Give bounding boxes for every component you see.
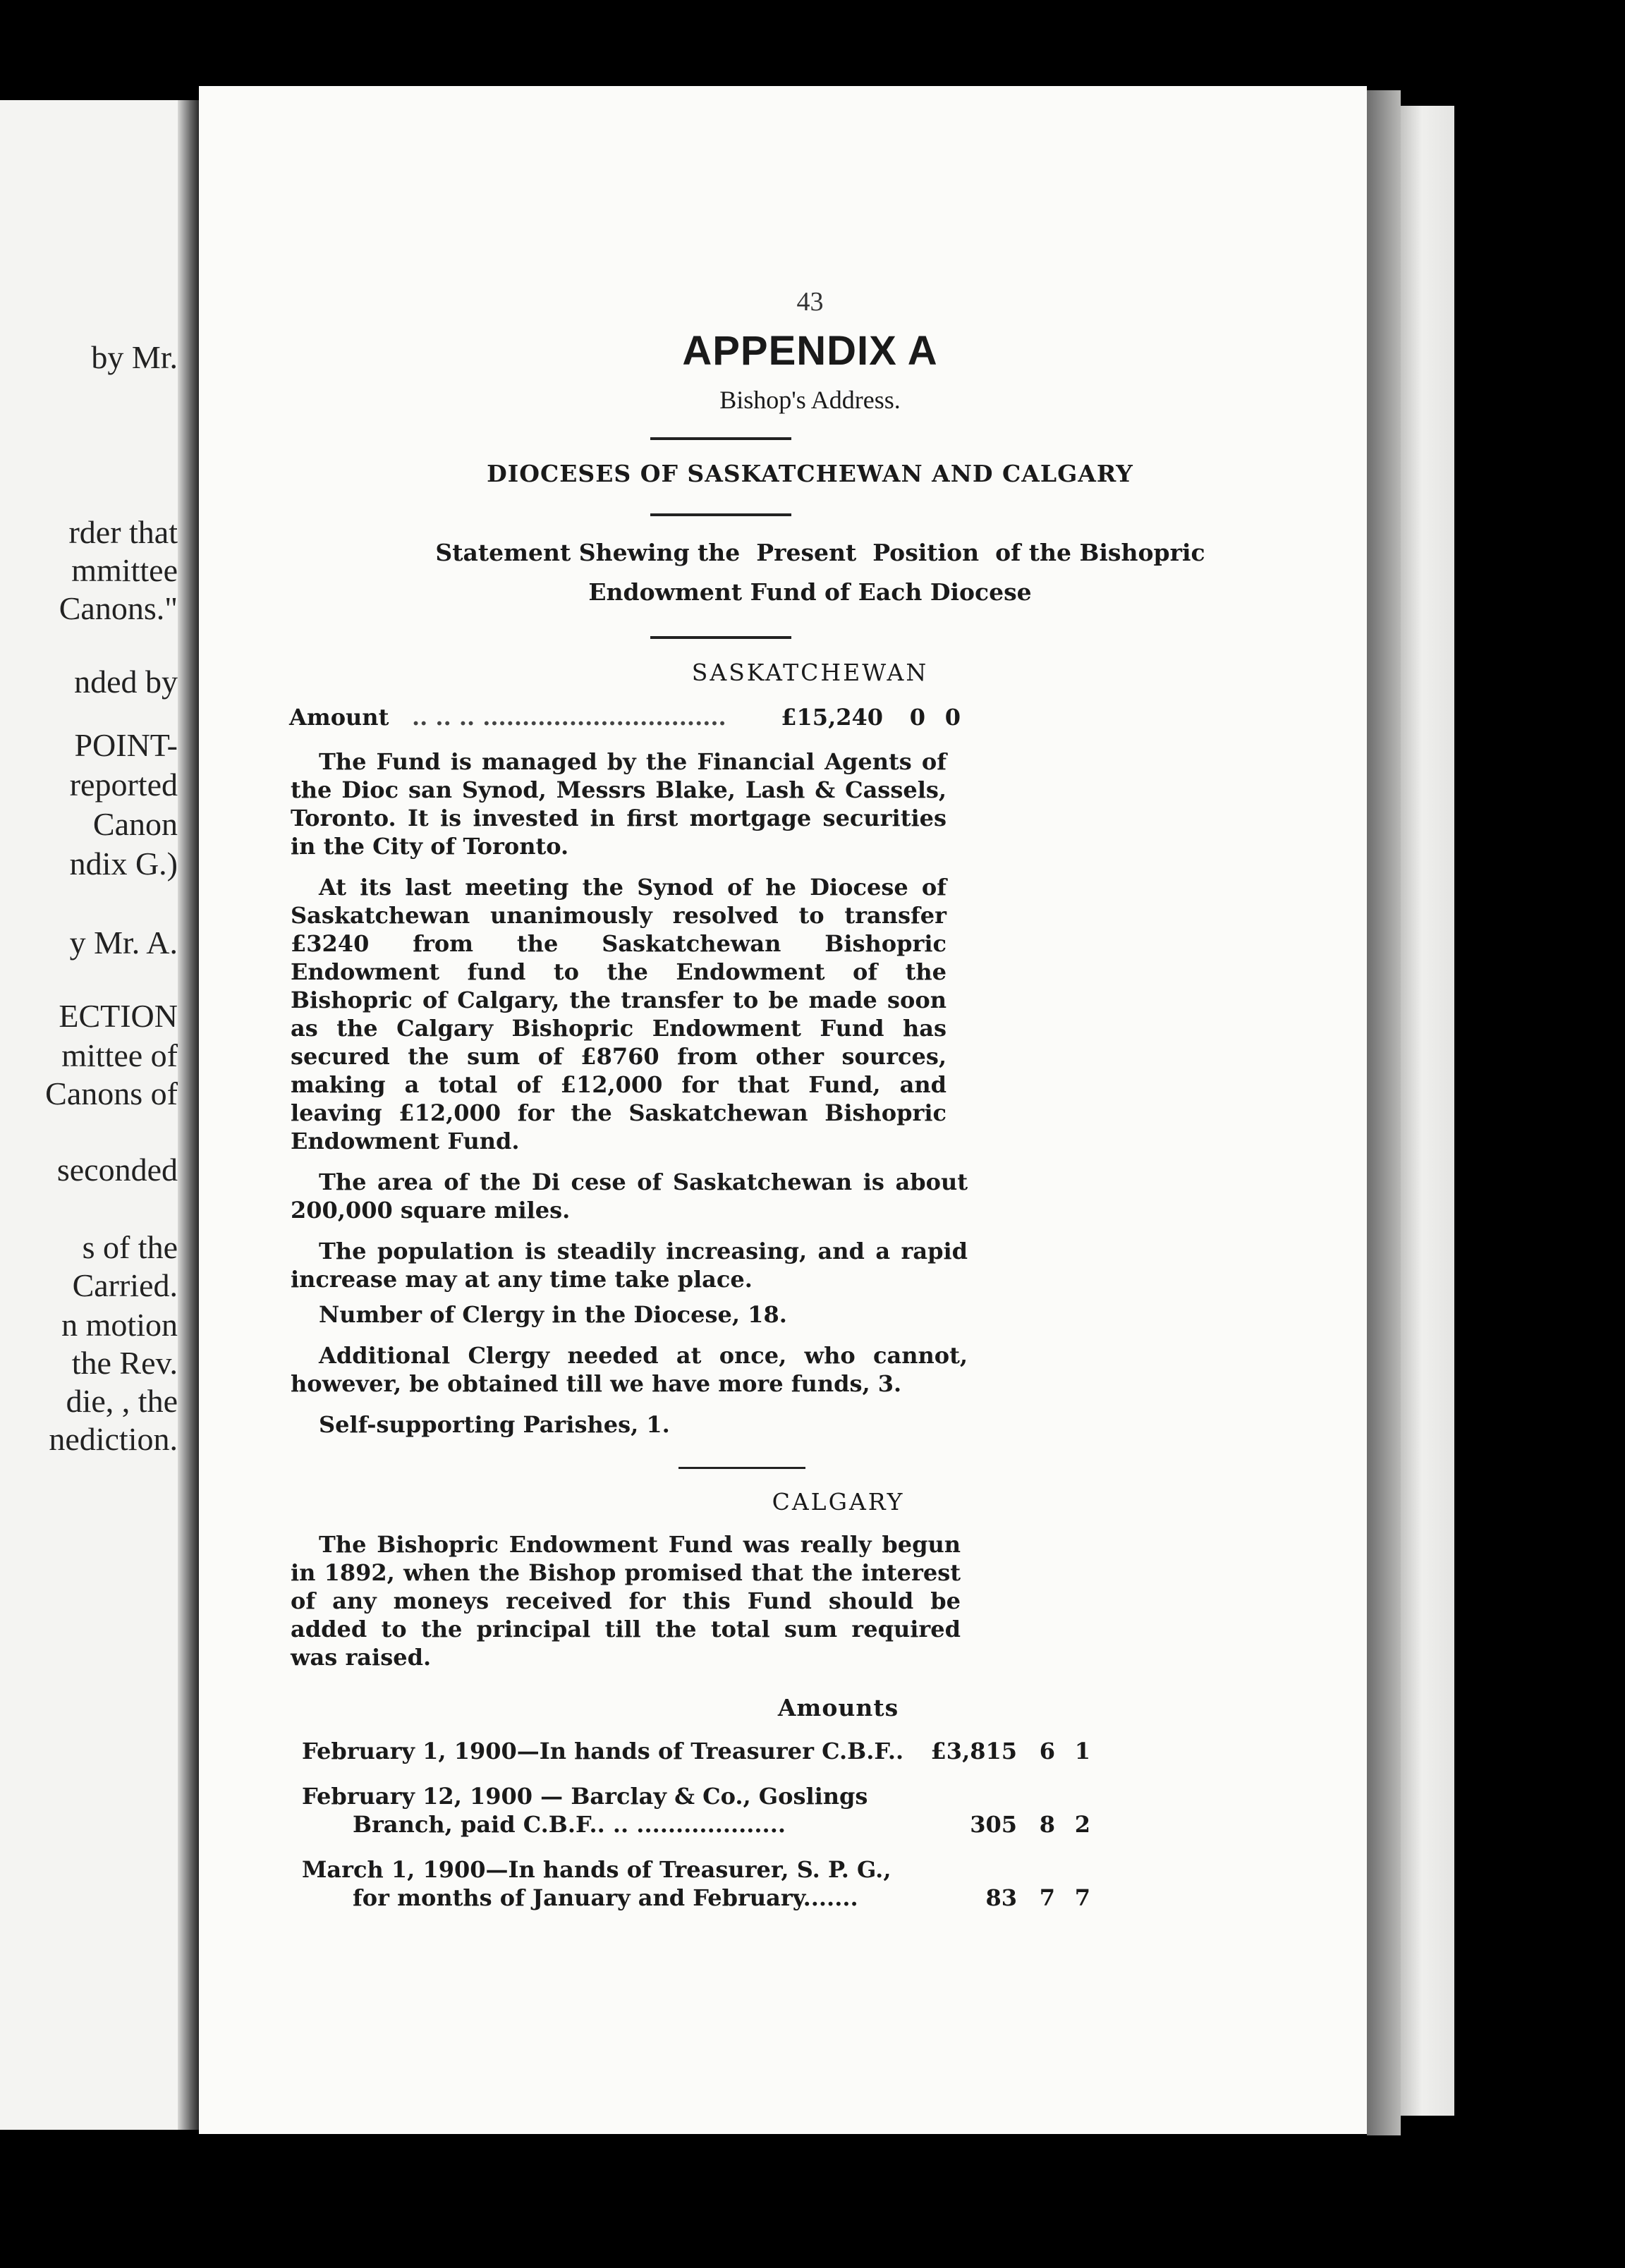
amount-row-desc-cont: Branch, paid C.B.F.. .. ................... <box>353 1811 786 1838</box>
left-page-line: mittee of <box>61 1037 178 1073</box>
amount-pounds: 305 <box>970 1811 1017 1838</box>
left-page-line: ndix G.) <box>69 846 178 882</box>
amount-pence: 2 <box>1074 1811 1090 1838</box>
amount-label: Amount <box>289 704 389 731</box>
left-page-line: Canons." <box>59 590 178 626</box>
amount-pence: 7 <box>1074 1884 1090 1911</box>
paragraph: The population is steadily increasing, and a rapid increase may at any time take place. <box>291 1238 968 1293</box>
divider-rule <box>650 513 791 516</box>
divider-rule <box>650 636 791 639</box>
paragraph: The Bishopric Endowment Fund was really begun in 1892, when the Bishop promised that the interest of any moneys received for this Fund should be added to the principal till the total sum required was raised. <box>291 1531 961 1671</box>
left-page-line: y Mr. A. <box>69 925 178 961</box>
amount-row-desc: February 1, 1900—In hands of Treasurer C.B.F.. <box>302 1738 904 1764</box>
saskatchewan-text <box>291 748 968 1439</box>
left-page-line: nediction. <box>49 1421 178 1457</box>
amount-pounds: 83 <box>985 1884 1017 1911</box>
paragraph: At its last meeting the Synod of he Diocese of Saskatchewan unanimously resolved to transfer £3240 from the Saskatchewan Bishopric Endowment fund to the Endowment of the Bishopric of Calgary, the transfer to be made soon as the Calgary Bishopric Endowment Fund has secured the sum of £8760 from other sources, making a total of £12,000 for that Fund, and leaving £12,000 for the Saskatchewan Bishopric Endowment Fund. <box>291 874 947 1154</box>
calgary-text <box>291 1530 961 1671</box>
divider-rule <box>678 1467 805 1469</box>
amount-row-desc: February 12, 1900 — Barclay & Co., Goslings <box>302 1783 868 1810</box>
book-gutter <box>178 100 199 2130</box>
left-facing-page <box>0 100 178 2130</box>
left-page-line: reported <box>69 767 178 803</box>
paragraph: Number of Clergy in the Diocese, 18. <box>319 1301 787 1328</box>
dioceses-heading: DIOCESES OF SASKATCHEWAN AND CALGARY <box>487 460 1133 487</box>
paragraph: Additional Clergy needed at once, who cannot, however, be obtained till we have more funds, 3. <box>291 1342 968 1397</box>
paragraph: Self-supporting Parishes, 1. <box>319 1411 670 1438</box>
left-page-line: nded by <box>74 664 178 700</box>
dot-leader: .. .. .. ............................... <box>412 704 726 731</box>
left-page-line: mmittee <box>71 552 178 588</box>
left-page-line: rder that <box>68 514 178 550</box>
left-page-line: Canon <box>92 806 178 842</box>
paragraph: The area of the Di cese of Saskatchewan is about 200,000 square miles. <box>291 1169 968 1224</box>
section-heading-calgary: CALGARY <box>772 1488 905 1516</box>
left-page-line: by Mr. <box>91 339 178 375</box>
amount-pence: 1 <box>1074 1738 1090 1764</box>
left-page-line: Carried. <box>72 1267 178 1303</box>
amount-pounds: £15,240 <box>781 704 883 731</box>
page-subtitle: Bishop's Address. <box>719 386 901 414</box>
divider-rule <box>650 437 791 440</box>
amount-shillings: 8 <box>1039 1811 1055 1838</box>
page-number: 43 <box>796 287 824 317</box>
left-page-line: Canons of <box>45 1075 178 1111</box>
amounts-heading: Amounts <box>777 1694 899 1721</box>
page-title: APPENDIX A <box>682 328 938 374</box>
amount-pence: 0 <box>944 704 961 731</box>
amount-row-desc-cont: for months of January and February....... <box>353 1884 858 1911</box>
amount-shillings: 0 <box>909 704 925 731</box>
section-heading-saskatchewan: SASKATCHEWAN <box>691 659 929 686</box>
amount-shillings: 6 <box>1039 1738 1055 1764</box>
amount-shillings: 7 <box>1039 1884 1055 1911</box>
paragraph: The Fund is managed by the Financial Agents of the Dioc san Synod, Messrs Blake, Lash & Cassels, Toronto. It is invested in first mortgage securities in the City of Toronto. <box>291 748 947 860</box>
statement-line: Endowment Fund of Each Diocese <box>588 578 1032 606</box>
amount-pounds: £3,815 <box>930 1738 1017 1764</box>
left-page-line: s of the <box>82 1229 178 1265</box>
left-page-line: POINT- <box>74 727 178 763</box>
left-page-line: die, , the <box>66 1383 178 1419</box>
left-page-line: seconded <box>56 1152 178 1188</box>
left-page-line: ECTION <box>59 998 178 1034</box>
amount-row-desc: March 1, 1900—In hands of Treasurer, S. P. G., <box>302 1856 891 1883</box>
statement-line: Statement Shewing the Present Position of the Bishopric <box>435 539 1205 566</box>
left-page-line: the Rev. <box>71 1345 178 1381</box>
document-page <box>199 86 1367 2134</box>
left-page-line: n motion <box>61 1307 178 1343</box>
